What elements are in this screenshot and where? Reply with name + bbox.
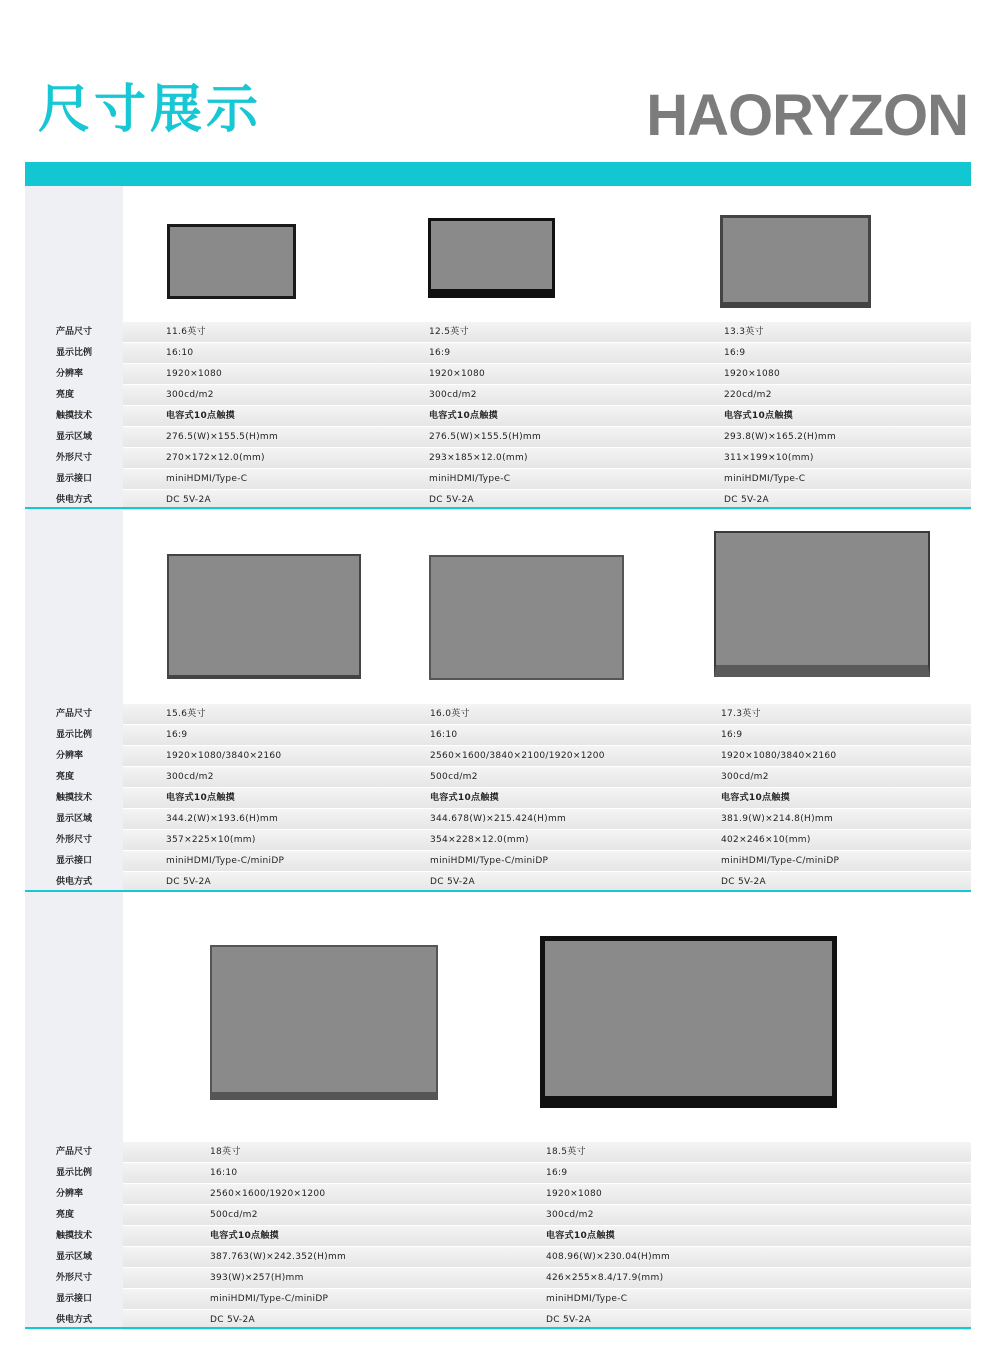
spec-value: 1920×1080/3840×2160: [166, 751, 282, 761]
spec-row: [25, 746, 971, 766]
spec-value: 276.5(W)×155.5(H)mm: [429, 432, 542, 442]
spec-value: 16.0英寸: [430, 709, 470, 719]
spec-row: [25, 1226, 971, 1246]
spec-value: DC 5V-2A: [724, 495, 769, 505]
spec-value: DC 5V-2A: [430, 877, 475, 887]
spec-value: 电容式10点触摸: [166, 411, 235, 421]
row-background: [123, 343, 971, 363]
spec-value: 16:9: [724, 348, 746, 358]
spec-value: 357×225×10(mm): [166, 835, 256, 845]
spec-row: [25, 1268, 971, 1288]
spec-value: 354×228×12.0(mm): [430, 835, 529, 845]
spec-label: 亮度: [56, 1210, 75, 1220]
spec-label: 外形尺寸: [56, 835, 93, 845]
spec-row: [25, 809, 971, 829]
spec-row: [25, 1205, 971, 1225]
spec-label: 供电方式: [56, 1315, 93, 1325]
spec-value: DC 5V-2A: [429, 495, 474, 505]
spec-value: 393(W)×257(H)mm: [210, 1273, 304, 1283]
row-background: [123, 704, 971, 724]
spec-value: 18.5英寸: [546, 1147, 586, 1157]
spec-value: 344.678(W)×215.424(H)mm: [430, 814, 567, 824]
spec-value: 1920×1080: [724, 369, 781, 379]
spec-value: 16:10: [430, 730, 458, 740]
spec-value: miniHDMI/Type-C/miniDP: [166, 856, 285, 866]
spec-value: 293.8(W)×165.2(H)mm: [724, 432, 837, 442]
spec-label: 亮度: [56, 390, 75, 400]
product-image-18: [210, 945, 438, 1100]
section-1: [25, 186, 971, 509]
row-background: [123, 406, 971, 426]
spec-row: [25, 830, 971, 850]
spec-value: 408.96(W)×230.04(H)mm: [546, 1252, 671, 1262]
spec-value: 387.763(W)×242.352(H)mm: [210, 1252, 347, 1262]
spec-row: [25, 872, 971, 892]
spec-value: 电容式10点触摸: [430, 793, 499, 803]
spec-value: miniHDMI/Type-C: [546, 1294, 628, 1304]
row-background: [123, 322, 971, 342]
spec-value: 300cd/m2: [721, 772, 769, 782]
spec-label: 产品尺寸: [56, 327, 93, 337]
spec-row: [25, 767, 971, 787]
spec-label: 分辨率: [56, 1189, 84, 1199]
spec-row: [25, 1184, 971, 1204]
spec-value: 1920×1080: [546, 1189, 603, 1199]
spec-value: 1920×1080: [166, 369, 223, 379]
section-3: [25, 892, 971, 1329]
spec-value: 344.2(W)×193.6(H)mm: [166, 814, 279, 824]
spec-value: 381.9(W)×214.8(H)mm: [721, 814, 834, 824]
spec-row: [25, 788, 971, 808]
spec-value: 电容式10点触摸: [429, 411, 498, 421]
spec-value: 17.3英寸: [721, 709, 761, 719]
spec-value: miniHDMI/Type-C: [166, 474, 248, 484]
spec-label: 显示区域: [56, 814, 93, 824]
spec-label: 分辨率: [56, 369, 84, 379]
spec-label: 产品尺寸: [56, 1147, 93, 1157]
spec-label: 外形尺寸: [56, 453, 93, 463]
spec-value: 16:10: [166, 348, 194, 358]
row-background: [123, 385, 971, 405]
spec-row: [25, 704, 971, 724]
spec-value: 16:9: [546, 1168, 568, 1178]
product-image-11-6: [167, 224, 296, 299]
spec-value: 电容式10点触摸: [724, 411, 793, 421]
spec-row: [25, 469, 971, 489]
spec-value: 402×246×10(mm): [721, 835, 811, 845]
spec-value: 1920×1080: [429, 369, 486, 379]
spec-row: [25, 1289, 971, 1309]
spec-value: 16:9: [166, 730, 188, 740]
spec-value: 16:9: [429, 348, 451, 358]
spec-value: 12.5英寸: [429, 327, 469, 337]
spec-value: 2560×1600/3840×2100/1920×1200: [430, 751, 605, 761]
spec-value: 300cd/m2: [546, 1210, 594, 1220]
spec-label: 外形尺寸: [56, 1273, 93, 1283]
spec-row: [25, 1142, 971, 1162]
spec-value: 500cd/m2: [210, 1210, 258, 1220]
spec-row: [25, 1163, 971, 1183]
row-background: [123, 469, 971, 489]
spec-value: miniHDMI/Type-C: [429, 474, 511, 484]
spec-row: [25, 427, 971, 447]
spec-row: [25, 343, 971, 363]
spec-row: [25, 851, 971, 871]
spec-value: 电容式10点触摸: [210, 1231, 279, 1241]
spec-label: 显示比例: [56, 1168, 93, 1178]
spec-value: 426×255×8.4/17.9(mm): [546, 1273, 664, 1283]
spec-value: 276.5(W)×155.5(H)mm: [166, 432, 279, 442]
spec-label: 分辨率: [56, 751, 84, 761]
row-background: [123, 725, 971, 745]
spec-row: [25, 1247, 971, 1267]
product-image-16-0: [429, 555, 624, 680]
spec-label: 显示区域: [56, 432, 93, 442]
spec-value: 1920×1080/3840×2160: [721, 751, 837, 761]
spec-label: 亮度: [56, 772, 75, 782]
page-title: 尺寸展示: [38, 80, 263, 140]
section-2: [25, 509, 971, 892]
brand-logo: HAORYZON: [646, 83, 968, 148]
spec-label: 供电方式: [56, 495, 93, 505]
product-image-15-6: [167, 554, 361, 679]
section-divider: [25, 1327, 971, 1329]
spec-value: 16:9: [721, 730, 743, 740]
spec-label: 触摸技术: [56, 411, 93, 421]
spec-value: DC 5V-2A: [166, 495, 211, 505]
row-background: [123, 788, 971, 808]
row-background: [123, 364, 971, 384]
spec-value: 13.3英寸: [724, 327, 764, 337]
spec-label: 显示接口: [56, 1294, 93, 1304]
product-image-12-5: [428, 218, 555, 298]
spec-value: miniHDMI/Type-C/miniDP: [210, 1294, 329, 1304]
spec-row: [25, 448, 971, 468]
row-background: [123, 872, 971, 892]
spec-value: 300cd/m2: [166, 772, 214, 782]
spec-value: miniHDMI/Type-C: [724, 474, 806, 484]
spec-value: DC 5V-2A: [546, 1315, 591, 1325]
spec-label: 显示接口: [56, 474, 93, 484]
spec-row: [25, 364, 971, 384]
spec-value: 11.6英寸: [166, 327, 206, 337]
spec-row: [25, 725, 971, 745]
spec-value: 293×185×12.0(mm): [429, 453, 528, 463]
spec-label: 供电方式: [56, 877, 93, 887]
spec-label: 显示比例: [56, 348, 93, 358]
spec-value: 300cd/m2: [429, 390, 477, 400]
spec-value: 电容式10点触摸: [546, 1231, 615, 1241]
spec-label: 触摸技术: [56, 1231, 93, 1241]
spec-value: miniHDMI/Type-C/miniDP: [430, 856, 549, 866]
spec-label: 显示区域: [56, 1252, 93, 1262]
spec-value: 电容式10点触摸: [166, 793, 235, 803]
spec-value: 500cd/m2: [430, 772, 478, 782]
spec-value: 2560×1600/1920×1200: [210, 1189, 326, 1199]
product-image-17-3: [714, 531, 930, 677]
spec-value: 16:10: [210, 1168, 238, 1178]
spec-label: 显示接口: [56, 856, 93, 866]
spec-value: 电容式10点触摸: [721, 793, 790, 803]
spec-row: [25, 385, 971, 405]
product-image-18-5: [540, 936, 837, 1108]
spec-value: 270×172×12.0(mm): [166, 453, 265, 463]
spec-value: 220cd/m2: [724, 390, 772, 400]
spec-value: miniHDMI/Type-C/miniDP: [721, 856, 840, 866]
spec-value: 300cd/m2: [166, 390, 214, 400]
spec-value: DC 5V-2A: [721, 877, 766, 887]
spec-row: [25, 406, 971, 426]
product-image-13-3: [720, 215, 871, 308]
header-bar: [25, 162, 971, 186]
spec-label: 显示比例: [56, 730, 93, 740]
spec-value: 15.6英寸: [166, 709, 206, 719]
spec-value: 311×199×10(mm): [724, 453, 814, 463]
spec-value: DC 5V-2A: [166, 877, 211, 887]
spec-label: 产品尺寸: [56, 709, 93, 719]
row-background: [123, 767, 971, 787]
spec-value: DC 5V-2A: [210, 1315, 255, 1325]
spec-label: 触摸技术: [56, 793, 93, 803]
spec-value: 18英寸: [210, 1147, 241, 1157]
spec-row: [25, 322, 971, 342]
